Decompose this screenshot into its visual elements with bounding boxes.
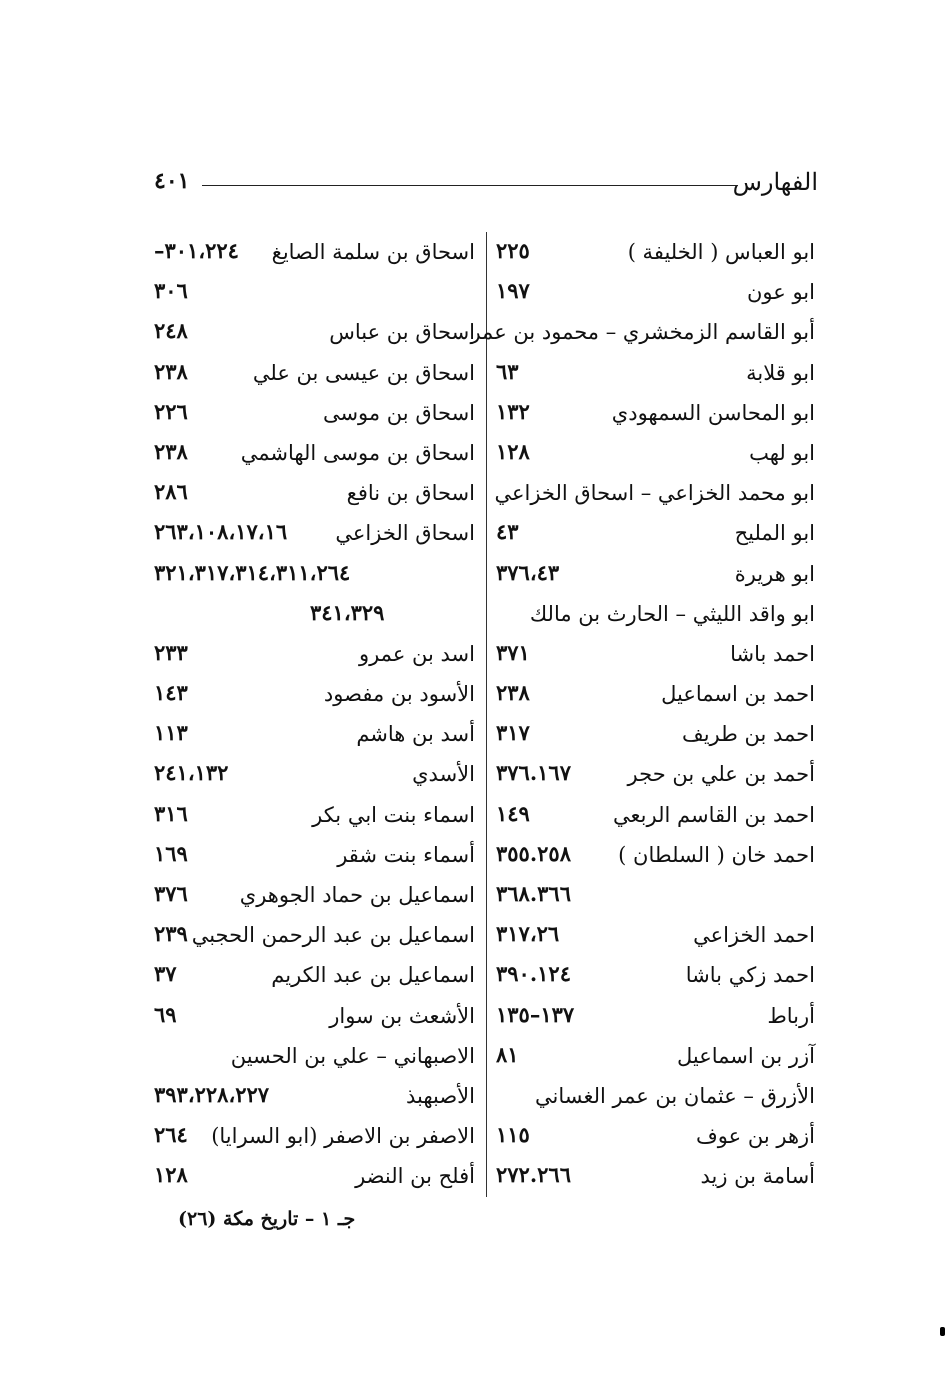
entry-name: احمد باشا — [730, 641, 815, 666]
index-entry — [490, 758, 815, 798]
index-entry — [150, 316, 475, 356]
entry-name: ابو هريرة — [734, 561, 815, 586]
entry-name: ابو محمد الخزاعي – اسحاق الخزاعي — [494, 481, 815, 506]
entry-pages: –٣٠١،٢٢٤ — [154, 238, 239, 263]
index-entry — [490, 1160, 815, 1200]
entry-name: ابو واقد الليثي – الحارث بن مالك — [529, 601, 815, 626]
entry-pages: ٢٢٥ — [496, 238, 530, 263]
entry-name: اسماعيل بن عبد الكريم — [271, 963, 475, 988]
index-entry — [490, 357, 815, 397]
index-entry — [490, 839, 815, 879]
entry-pages: ٣٦٨.٣٦٦ — [496, 881, 571, 906]
scan-edge-mark — [940, 1327, 945, 1336]
entry-name: اسحاق بن موسى الهاشمي — [240, 440, 475, 465]
page-number: ٤٠١ — [154, 168, 190, 194]
entry-pages: ٦٩ — [154, 1001, 177, 1027]
entry-name: اسحاق الخزاعي — [335, 521, 475, 546]
entry-pages: ٣١٧ — [496, 720, 530, 746]
entry-pages: ٣٢١،٣١٧،٣١٤،٣١١،٢٦٤ — [154, 559, 351, 585]
entry-name: ابو لهب — [749, 440, 815, 465]
entry-pages: ٢٣٨ — [154, 358, 188, 384]
index-entry — [490, 236, 815, 276]
index-entry — [150, 638, 475, 678]
entry-name: الاصفر بن الاصفر (ابو السرايا) — [211, 1124, 475, 1149]
index-entry — [490, 477, 815, 517]
index-entry — [490, 879, 815, 919]
index-entry — [490, 638, 815, 678]
entry-pages: ١٢٨ — [154, 1162, 188, 1188]
entry-pages: ٣٧١ — [496, 639, 530, 665]
index-entry — [150, 437, 475, 477]
entry-name: احمد خان ( السلطان ) — [618, 842, 815, 867]
entry-name: أسماء بنت شقر — [337, 842, 475, 867]
entry-name: اسحاق بن سلمة الصايغ — [271, 240, 475, 264]
index-entry — [150, 558, 475, 598]
entry-pages: ١٣٢ — [496, 398, 530, 424]
entry-pages: ٢٤٨ — [154, 318, 188, 344]
index-entry — [490, 799, 815, 839]
entry-name: ابو المحاسن السمهودي — [611, 400, 815, 425]
index-entry — [490, 517, 815, 557]
index-entry — [490, 1000, 815, 1040]
index-entry — [150, 718, 475, 758]
index-entry — [150, 959, 475, 999]
entry-pages: ٦٣ — [496, 358, 519, 384]
entry-name: احمد الخزاعي — [693, 923, 815, 948]
entry-pages: ٣٧٦.١٦٧ — [496, 760, 571, 786]
entry-name: ابو العباس ( الخليفة ) — [627, 240, 815, 264]
entry-pages: ١٢٨ — [496, 438, 530, 464]
index-entry — [150, 276, 475, 316]
index-entry — [150, 236, 475, 276]
index-entry — [150, 879, 475, 919]
index-column-left — [150, 236, 475, 1201]
entry-pages: ٣١٧،٢٦ — [496, 921, 560, 947]
index-entry — [150, 477, 475, 517]
index-entry — [150, 1160, 475, 1200]
entry-name: أفلح بن النضر — [355, 1164, 475, 1189]
running-header — [150, 168, 818, 204]
index-column-right — [470, 236, 815, 1201]
entry-pages: ١٩٧ — [496, 278, 530, 304]
entry-name: أرباط — [767, 1003, 815, 1028]
index-entry — [490, 276, 815, 316]
index-entry — [150, 1000, 475, 1040]
index-entry — [490, 718, 815, 758]
entry-pages: ١١٥ — [496, 1122, 530, 1148]
entry-name: آزر بن اسماعيل — [676, 1043, 815, 1068]
entry-name: احمد بن القاسم الربعي — [613, 802, 815, 827]
entry-pages: ٢٤١،١٣٢ — [154, 760, 229, 786]
entry-name: الأشعث بن سوار — [329, 1003, 475, 1028]
index-entry — [490, 959, 815, 999]
entry-name: أبو القاسم الزمخشري – محمود بن عمر — [470, 320, 815, 345]
entry-pages: ٣٤١،٣٢٩ — [310, 599, 385, 625]
index-entry — [150, 678, 475, 718]
entry-name: الأسدي — [412, 762, 475, 787]
entry-name: أسد بن هاشم — [356, 722, 475, 747]
entry-pages: ٣٧ — [154, 961, 177, 987]
entry-pages: ٢٦٤ — [154, 1122, 188, 1148]
index-entry — [150, 799, 475, 839]
index-entry — [490, 678, 815, 718]
index-entry — [490, 598, 815, 638]
entry-pages: ٢٣٨ — [496, 680, 530, 706]
entry-pages: ٢٨٦ — [154, 479, 188, 505]
entry-pages: ٢٦٣،١٠٨،١٧،١٦ — [154, 519, 288, 545]
entry-pages: ٢٧٢.٢٦٦ — [496, 1162, 571, 1188]
entry-pages: ١٤٣ — [154, 680, 188, 706]
entry-name: الأسود بن مفصود — [323, 682, 475, 707]
entry-name: ابو المليح — [734, 521, 815, 546]
entry-pages: ١٦٩ — [154, 840, 188, 866]
entry-name: اسماعيل بن حماد الجوهري — [239, 883, 475, 907]
entry-pages: ١١٣ — [154, 720, 188, 746]
entry-name: أحمد بن علي بن حجر — [627, 762, 815, 787]
entry-pages: ٣٠٦ — [154, 278, 188, 304]
index-entry — [150, 839, 475, 879]
entry-name: اسحاق بن عباس — [329, 320, 475, 345]
entry-pages: ١٣٧–١٣٥ — [496, 1001, 575, 1027]
entry-name: الأزرق – عثمان بن عمر الغساني — [534, 1083, 815, 1108]
footer-signature: جـ ١ – تاريخ مكة (٢٦) — [178, 1208, 356, 1230]
entry-name: اسد بن عمرو — [358, 641, 475, 666]
index-entry — [490, 397, 815, 437]
index-entry — [150, 598, 475, 638]
index-entry — [490, 1120, 815, 1160]
entry-pages: ١٤٩ — [496, 800, 530, 826]
index-entry — [150, 357, 475, 397]
entry-name: اسحاق بن عيسى بن علي — [252, 360, 475, 385]
index-entry — [150, 397, 475, 437]
entry-pages: ٢٣٩ — [154, 921, 188, 947]
entry-pages: ٣٧٦ — [154, 881, 188, 906]
entry-pages: ٨١ — [496, 1041, 519, 1067]
entry-pages: ٢٢٦ — [154, 398, 188, 424]
entry-pages: ٤٣ — [496, 519, 519, 545]
index-entry — [470, 316, 815, 356]
entry-name: ابو قلابة — [746, 360, 815, 385]
entry-name: اسماعيل بن عبد الرحمن الحجبي — [191, 923, 475, 948]
index-entry — [150, 919, 475, 959]
entry-name: احمد بن اسماعيل — [661, 682, 815, 707]
header-title: الفهارس — [732, 168, 818, 196]
entry-pages: ٣٥٥.٢٥٨ — [496, 840, 571, 866]
entry-name: أزهر بن عوف — [696, 1124, 815, 1149]
entry-name: الأصبهبذ — [405, 1083, 475, 1108]
index-entry — [150, 517, 475, 557]
index-entry — [150, 1080, 475, 1120]
header-rule — [202, 185, 738, 186]
index-entry — [490, 1040, 815, 1080]
entry-pages: ٢٣٣ — [154, 639, 188, 665]
entry-name: اسماء بنت ابي بكر — [312, 802, 475, 827]
entry-pages: ٣٧٦،٤٣ — [496, 559, 560, 585]
index-entry — [150, 758, 475, 798]
index-entry — [490, 437, 815, 477]
entry-name: احمد زكي باشا — [685, 963, 815, 988]
index-entry — [490, 919, 815, 959]
entry-name: ابو عون — [746, 280, 815, 305]
entry-pages: ٣١٦ — [154, 800, 188, 826]
entry-pages: ٣٩٠.١٢٤ — [496, 961, 571, 987]
index-entry — [150, 1040, 475, 1080]
entry-name: أسامة بن زيد — [700, 1164, 815, 1189]
entry-pages: ٣٩٣،٢٢٨،٢٢٧ — [154, 1081, 270, 1107]
entry-name: الاصبهاني – علي بن الحسين — [230, 1043, 475, 1068]
index-entry — [150, 1120, 475, 1160]
column-divider — [486, 232, 487, 1197]
index-entry — [490, 1080, 815, 1120]
entry-pages: ٢٣٨ — [154, 438, 188, 464]
entry-name: احمد بن طريف — [681, 722, 815, 747]
entry-name: اسحاق بن موسى — [322, 400, 475, 425]
entry-name: اسحاق بن نافع — [346, 481, 475, 506]
index-entry — [490, 558, 815, 598]
